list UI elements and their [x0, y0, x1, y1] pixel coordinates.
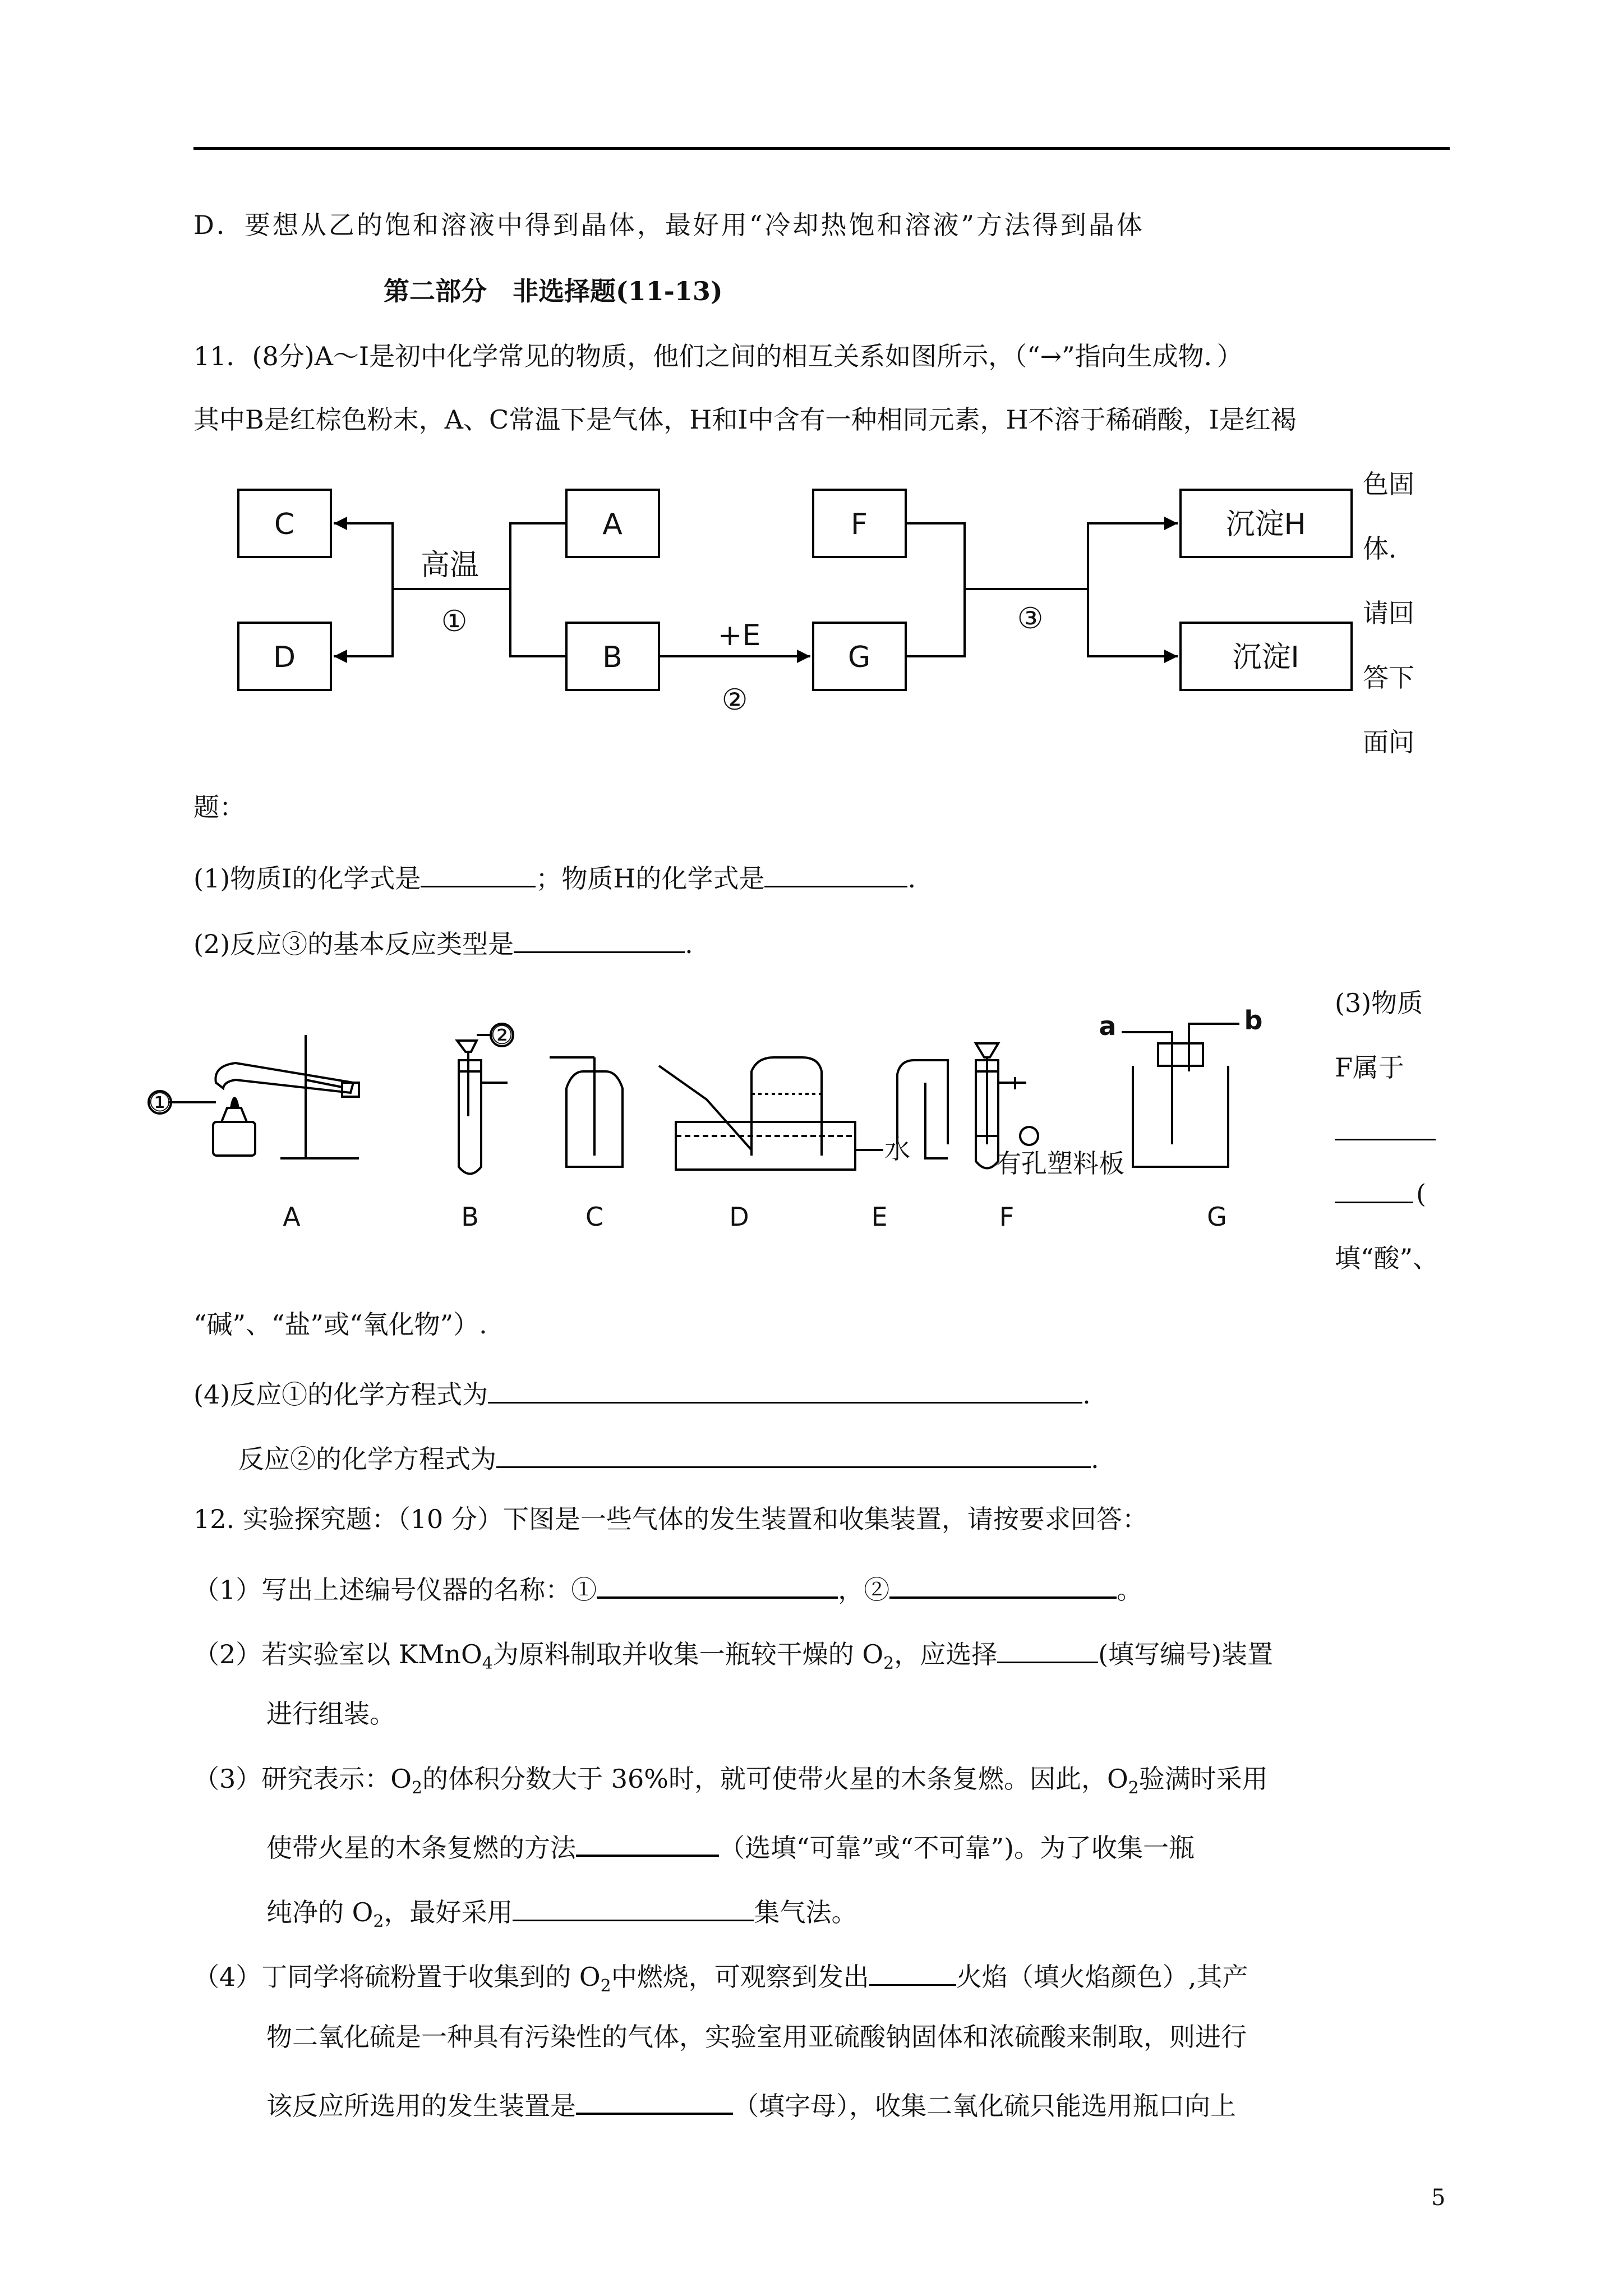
q11-1-text-c: . — [907, 863, 916, 894]
side-text-line: 请回 — [1363, 598, 1414, 628]
answer-blank-f-type-1[interactable] — [1335, 1139, 1436, 1140]
q12-2-text-a: （2）若实验室以 KMnO — [193, 1639, 482, 1669]
subscript: 2 — [411, 1778, 423, 1798]
q11-4-text-b: . — [1082, 1379, 1091, 1410]
reaction-3-number: ③ — [1017, 602, 1044, 636]
answer-blank-f-type-2[interactable] — [1335, 1202, 1413, 1203]
arrow-to-h — [1088, 523, 1178, 589]
q11-line-end: 题： — [193, 792, 245, 822]
answer-blank-apparatus-choice[interactable] — [997, 1637, 1098, 1663]
q12-4-text-f: （填字母），收集二氧化硫只能选用瓶口向上 — [733, 2091, 1236, 2121]
answer-blank-flame-color[interactable] — [869, 1959, 956, 1986]
apparatus-diagram — [0, 999, 1324, 1234]
arrow-to-i — [1088, 589, 1178, 656]
water-label: 水 — [884, 1134, 910, 1165]
q12-title: 12. 实验探究题：（10 分）下图是一些气体的发生装置和收集装置，请按要求回答： — [193, 1504, 1148, 1534]
apparatus-label-g: G — [1207, 1202, 1227, 1232]
apparatus-label-e: E — [871, 1202, 888, 1232]
line-g — [906, 589, 965, 656]
answer-blank-reliability[interactable] — [576, 1830, 719, 1857]
box-i-label: 沉淀I — [1232, 641, 1299, 674]
apparatus-label-f: F — [999, 1202, 1015, 1232]
q12-4-text-a: （4）丁同学将硫粉置于收集到的 O — [193, 1962, 601, 1992]
q11-4-text-c: 反应②的化学方程式为 — [238, 1444, 496, 1474]
q11-1-text-b: ；物质H的化学式是 — [536, 863, 765, 894]
answer-blank-h[interactable] — [764, 861, 907, 887]
subscript: 2 — [373, 1912, 384, 1932]
side-text-line: 色固 — [1363, 469, 1414, 499]
reaction-flow-diagram — [0, 0, 1623, 785]
box-g-label: G — [847, 641, 871, 674]
subscript: 4 — [482, 1654, 493, 1674]
q12-3-text-h: 集气法。 — [754, 1897, 857, 1927]
page-number: 5 — [1431, 2185, 1446, 2211]
q11-1-text-a: (1)物质Ⅰ的化学式是 — [193, 863, 421, 894]
answer-blank-equation-1[interactable] — [488, 1377, 1082, 1404]
apparatus-c — [550, 1057, 623, 1167]
apparatus-a — [149, 1035, 359, 1158]
subscript: 2 — [883, 1654, 895, 1674]
port-a-label: a — [1099, 1011, 1117, 1041]
q12-3-text-c: 验满时采用 — [1138, 1764, 1268, 1794]
reaction-1-number: ① — [441, 605, 468, 638]
q12-sub-3 — [193, 1766, 1268, 1797]
side-text-line: 面问 — [1363, 727, 1414, 757]
q12-2-text-b: 为原料制取并收集一瓶较干燥的 O — [492, 1639, 884, 1669]
q12-3-line-3 — [266, 1895, 857, 1930]
part-two-title: 第二部分 非选择题(11-13) — [384, 276, 723, 306]
reaction-2-number: ② — [721, 683, 748, 717]
q12-4-text-b: 中燃烧，可观察到发出 — [611, 1962, 869, 1992]
q12-2-line-2: 进行组装。 — [266, 1699, 395, 1729]
q12-4-text-c: 火焰（填火焰颜色）,其产 — [956, 1962, 1248, 1992]
q12-sub-1 — [193, 1572, 1142, 1603]
q11-4-text-d: . — [1091, 1444, 1099, 1474]
box-b-label: B — [602, 641, 623, 674]
q12-2-text-c: ，应选择 — [894, 1639, 998, 1669]
answer-blank-reaction-type[interactable] — [514, 927, 685, 953]
q12-1-text-c: 。 — [1117, 1575, 1143, 1605]
apparatus-label-d: D — [729, 1202, 749, 1232]
q11-line-2: 其中B是红棕色粉末，A、C常温下是气体，H和I中含有一种相同元素，H不溶于稀硝酸，I是红褐 — [193, 404, 1297, 435]
q11-sub-4b — [238, 1442, 1099, 1472]
box-d-label: D — [273, 641, 296, 674]
q11-3-side-1: (3)物质 — [1335, 988, 1423, 1018]
subscript: 2 — [600, 1976, 611, 1996]
box-f-label: F — [851, 508, 868, 541]
apparatus-label-c: C — [585, 1202, 604, 1232]
subscript: 2 — [1128, 1778, 1139, 1798]
line-b — [510, 589, 566, 656]
q11-line-1: 11．(8分)A～I是初中化学常见的物质，他们之间的相互关系如图所示，（“→”指向生成物．） — [193, 341, 1243, 371]
option-d: D．要想从乙的饱和溶液中得到晶体，最好用“冷却热饱和溶液”方法得到晶体 — [193, 210, 1145, 240]
q11-sub-2 — [193, 927, 693, 957]
q11-4-text-a: (4)反应①的化学方程式为 — [193, 1379, 488, 1410]
q12-1-text-a: （1）写出上述编号仪器的名称：① — [193, 1575, 597, 1605]
q11-sub-4a — [193, 1377, 1091, 1410]
q11-sub-1 — [193, 861, 916, 894]
box-a-label: A — [602, 508, 623, 541]
instrument-number-1: ① — [148, 1087, 172, 1117]
perforated-plate-label: 有孔塑料板 — [995, 1148, 1124, 1179]
q11-2-text-a: (2)反应③的基本反应类型是 — [193, 929, 514, 959]
q12-3-text-e: （选填“可靠”或“不可靠”)。为了收集一瓶 — [719, 1833, 1195, 1863]
q11-2-text-b: . — [685, 929, 693, 959]
q12-sub-2 — [193, 1637, 1273, 1672]
answer-blank-collection-method[interactable] — [513, 1895, 754, 1921]
q12-3-text-f: 纯净的 O — [266, 1897, 374, 1927]
line-a — [510, 523, 566, 589]
box-c-label: C — [274, 508, 295, 541]
q12-4-line-3 — [266, 2088, 1236, 2119]
q12-3-text-g: ，最好采用 — [384, 1897, 513, 1927]
q12-4-text-e: 该反应所选用的发生装置是 — [266, 2091, 576, 2121]
q11-3-side-2: F属于 — [1335, 1052, 1404, 1083]
q12-1-text-b: ，② — [838, 1575, 890, 1605]
answer-blank-equation-2[interactable] — [496, 1442, 1091, 1468]
q12-3-line-2 — [266, 1830, 1195, 1861]
q12-4-line-2: 物二氧化硫是一种具有污染性的气体，实验室用亚硫酸钠固体和浓硫酸来制取，则进行 — [266, 2022, 1247, 2052]
apparatus-label-b: B — [461, 1202, 479, 1232]
apparatus-d — [659, 1057, 883, 1170]
q12-3-text-a: （3）研究表示：O — [193, 1764, 412, 1794]
port-b-label: b — [1244, 1005, 1263, 1036]
q12-2-text-d: (填写编号)装置 — [1098, 1639, 1274, 1669]
condition-plus-e: +E — [717, 619, 761, 652]
side-text-line: 答下 — [1363, 662, 1414, 693]
q11-3-fill-hint: 填“酸”、 — [1335, 1243, 1439, 1273]
arrow-to-d — [334, 589, 393, 656]
apparatus-g — [1122, 1024, 1239, 1167]
answer-blank-i[interactable] — [421, 861, 536, 887]
q11-3-line-end: “碱”、“盐”或“氧化物”）. — [193, 1309, 487, 1340]
answer-blank-instrument-2[interactable] — [889, 1572, 1117, 1599]
answer-blank-generator[interactable] — [576, 2088, 733, 2115]
q11-3-paren: ( — [1416, 1179, 1426, 1209]
instrument-number-2: ② — [490, 1020, 514, 1050]
line-f — [906, 523, 965, 589]
box-h-label: 沉淀H — [1225, 508, 1306, 541]
q12-sub-4 — [193, 1959, 1248, 1995]
q12-3-text-d: 使带火星的木条复燃的方法 — [266, 1833, 576, 1863]
side-text-line: 体． — [1363, 533, 1414, 564]
condition-high-temp: 高温 — [420, 549, 479, 582]
apparatus-label-a: A — [283, 1202, 301, 1232]
q12-3-text-b: 的体积分数大于 36%时，就可使带火星的木条复燃。因此，O — [422, 1764, 1128, 1794]
arrow-to-c — [334, 523, 393, 589]
answer-blank-instrument-1[interactable] — [597, 1572, 838, 1599]
